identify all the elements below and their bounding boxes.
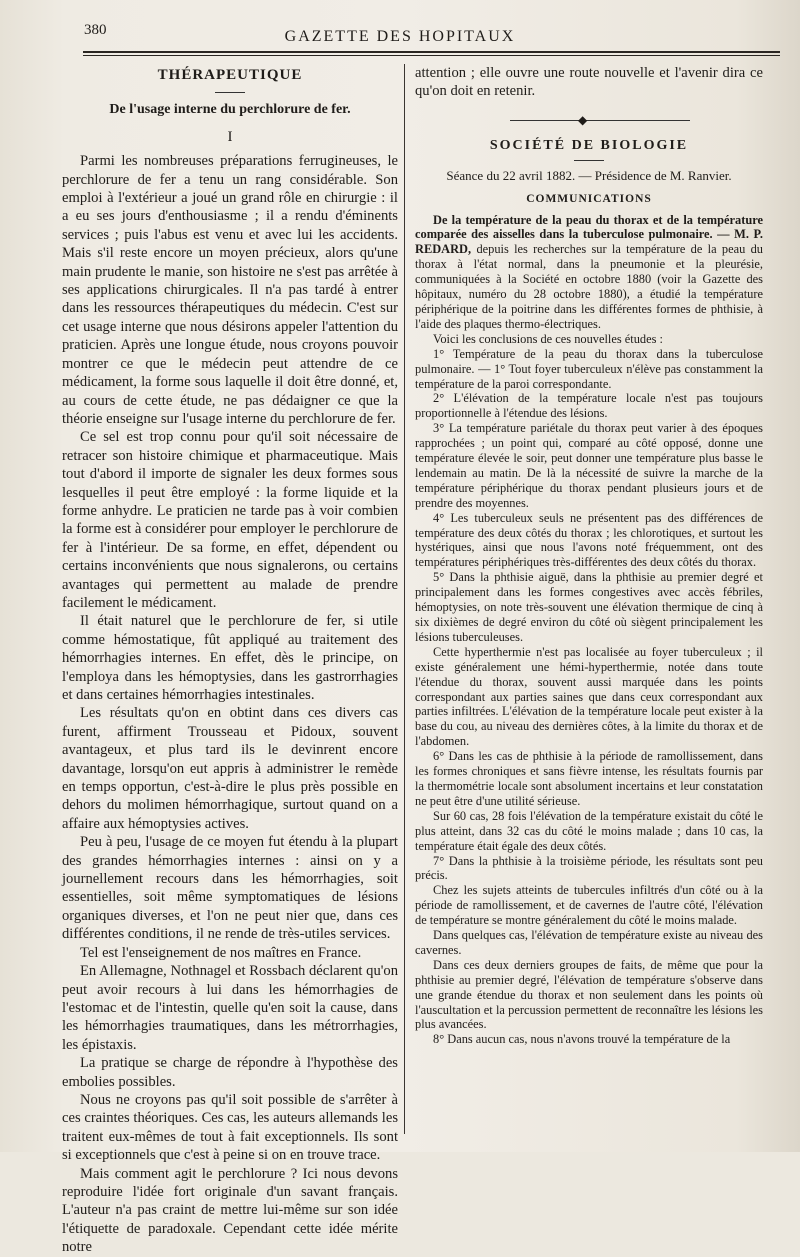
left-paragraph-2: Ce sel est trop connu pour qu'il soit nécessaire de retracer son histoire chimique et pharmaceutique. Mais tout d'abord il importe de signaler les deux formes sous lesquelles il peut être employé : la forme liquide et la forme anhydre. Le praticien ne tarde pas à voir combien la forme est à considérer pour employer le perchlorure de fer à l'intérieur. De sa forme, en effet, dépendent ou certains inconvénients que nous signalerons, ou certains avantages qui permettent au malade de prendre facilement le médicament. <box>62 429 398 611</box>
communication-author: M. P. REDARD, <box>415 227 763 257</box>
right-paragraph-10: 7° Dans la phthisie à la troisième période, les résultats sont peu précis. <box>415 853 763 883</box>
left-paragraph-8: La pratique se charge de répondre à l'hypothèse des embolies possibles. <box>62 1055 398 1090</box>
left-paragraph-4: Les résultats qu'on en obtint dans ces divers cas furent, affirment Trousseau et Pidoux, souvent avantageux, et plus tard ils le devinrent encore davantage, lorsqu'on eut appris à administrer le remède en temps opportun, c'est-à-dire le plus près possible en dehors du molimen hémorrhagique, surtout quand on a affaire aux hémoptysies actives. <box>62 705 398 832</box>
right-paragraph-6: 5° Dans la phthisie aiguë, dans la phthisie au premier degré et principalement dans les formes congestives avec accès fébriles, hémoptysies, on note très-souvent une élévation thermique de cinq à six dixièmes de degré environ du côté où siègent principalement les lésions tuberculeuses. <box>415 570 763 644</box>
ornament-line <box>510 120 690 121</box>
right-paragraph-13: Dans ces deux derniers groupes de faits, de même que pour la phthisie au premier degré, l'élévation de température s'observe dans une grande étendue du thorax et non seulement dans les points où l'auscultation et la percussion permettent de reconnaître les lésions les plus avancées. <box>415 957 763 1032</box>
right-paragraph-11: Chez les sujets atteints de tubercules infiltrés d'un côté ou à la période de ramollissement, et de cavernes de l'autre côté, l'élévation de température se montre généralement du côté le moins malade. <box>415 883 763 928</box>
left-paragraph-6: Tel est l'enseignement de nos maîtres en France. <box>80 944 362 961</box>
communications-heading: COMMUNICATIONS <box>526 192 652 205</box>
section-title-societe: SOCIÉTÉ DE BIOLOGIE <box>489 137 689 153</box>
right-paragraph-14: 8° Dans aucun cas, nous n'avons trouvé la température de la <box>433 1032 731 1047</box>
communication-lead <box>415 213 763 332</box>
section-divider <box>215 92 245 93</box>
seance-line: Séance du 22 avril 1882. — Présidence de M. Ranvier. <box>446 167 732 183</box>
journal-title: GAZETTE DES HOPITAUX <box>284 28 516 45</box>
right-paragraph-7: Cette hyperthermie n'est pas localisée au foyer tuberculeux ; il existe généralement une hémi-hyperthermie, notée dans toute l'étendue du thorax, souvent aussi marquée dans les points correspondant aux parties saines que dans ceux correspondant aux parties infiltrées. L'élévation de la température locale peut exister à la base du cou, au niveau des dernières côtes, à la limite du thorax et de l'abdomen. <box>415 644 763 749</box>
left-paragraph-7: En Allemagne, Nothnagel et Rossbach déclarent qu'on peut avoir recours à lui dans les hémorrhagies de l'estomac et de l'intestin, quelle qu'en soit la cause, dans les hémorrhagies traumatiques, dans les métrorrhagies, les épistaxis. <box>62 963 398 1053</box>
right-column <box>415 64 763 1047</box>
right-paragraph-5: 4° Les tuberculeux seuls ne présentent pas des différences de température des deux côtés du thorax ; les chlorotiques, et surtout les hystériques, ainsi que nous l'avons noté fréquemment, ont des températures périphériques très-différentes des deux côtés du thorax. <box>415 510 763 570</box>
article-title: De l'usage interne du perchlorure de fer. <box>109 102 351 118</box>
left-paragraph-5: Peu à peu, l'usage de ce moyen fut étendu à la plupart des grandes hémorrhagies internes : ainsi on y a journellement recours dans les hémorrhagies, soit essentielles, soit même symptomatiques de lésions organiques diverses, et l'on ne peut nier que, dans ces différentes conditions, il ne rende de très-utiles services. <box>62 834 398 943</box>
column-separator <box>404 64 405 1134</box>
right-paragraph-4: 3° La température pariétale du thorax peut varier à des époques rapprochées ; un point qui, comparé au côté opposé, donne une température élevée le soir, peut donner une température plus basse le lendemain au matin. De là la nécessité de suivre la marche de la température périphérique du thorax pendant plusieurs jours et de prendre des moyennes. <box>415 421 763 510</box>
header-rule-thin <box>83 55 780 56</box>
ornamental-divider <box>415 113 763 129</box>
left-paragraph-10: Mais comment agit le perchlorure ? Ici nous devons reproduire l'idée fort originale d'un savant français. L'auteur n'a pas craint de mettre lui-même sur son idée l'étiquette de paradoxale. Cependant cette idée mérite notre <box>62 1165 398 1256</box>
right-paragraph-9: Sur 60 cas, 28 fois l'élévation de la température existait du côté le plus atteint, dans 32 cas du côté le moins malade ; dans 10 cas, la température était égale des deux côtés. <box>415 808 763 853</box>
right-paragraph-1: Voici les conclusions de ces nouvelles études : <box>433 331 663 346</box>
right-paragraph-8: 6° Dans les cas de phthisie à la période de ramollissement, dans les formes chroniques et sans fièvre intense, les résultats fournis par la thermométrie locale sont absolument incertains et leur constatation ne peut être d'une utilité sérieuse. <box>415 749 763 808</box>
header-rule-thick <box>83 51 780 53</box>
right-paragraph-2: 1° Température de la peau du thorax dans la tuberculose pulmonaire. — 1° Tout foyer tuberculeux n'élève pas constamment la température de la paroi correspondante. <box>415 346 763 391</box>
communication-body: depuis les recherches sur la température de la peau du thorax à l'état normal, dans la pneumonie et la pleurésie, communiquées à la Société en octobre 1880 (voir la Gazette des hôpitaux, numéro du 28 octobre 1880), a étudié la température périphérique de la poitrine dans les différentes formes de phthisie, à l'aide des plaques thermo-électriques. <box>415 242 764 331</box>
left-column <box>62 64 398 1257</box>
right-paragraph-3: 2° L'élévation de la température locale n'est pas toujours proportionnelle à l'étendue des lésions. <box>415 391 763 421</box>
continuation-text: attention ; elle ouvre une route nouvelle et l'avenir dira ce qu'on doit en retenir. <box>415 65 763 100</box>
page-number: 380 <box>84 22 107 38</box>
left-paragraph-3: Il était naturel que le perchlorure de fer, si utile comme hémostatique, fût appliqué au traitement des hémorrhagies internes. En effet, dès le principe, on l'employa dans les hémoptysies, dans les gastrorrhagies et dans certaines hémorrhagies intestinales. <box>62 613 398 703</box>
right-paragraph-12: Dans quelques cas, l'élévation de température existe au niveau des cavernes. <box>415 928 763 957</box>
left-paragraph-1: Parmi les nombreuses préparations ferrugineuses, le perchlorure de fer a tenu un rang considérable. Son emploi à l'extérieur a joué un grand rôle en chirurgie : il a eu ses jours d'enthousiasme ; il a rendu d'éminents services ; puis l'abus est venu et avec lui les accidents. Mais s'il reste encore un moyen précieux, alors qu'une main prudente le manie, son histoire ne s'est pas arrêtée à ses applications chirurgicales. Il n'a pas tardé à entrer dans les ressources thérapeutiques du médecin. C'est sur cet usage interne que nous désirons appeler l'attention du praticien. Après une longue étude, nous croyons pouvoir montrer ce que le médecin peut attendre de ce médicament, la forme sous laquelle il doit être donné, et, au cours de cette étude, ne pas dédaigner ce que la théorie enseigne sur l'usage interne du perchlorure de fer. <box>62 153 398 427</box>
left-paragraph-9: Nous ne croyons pas qu'il soit possible de s'arrêter à ces craintes théoriques. Ces cas, les auteurs allemands les traitent eux-mêmes de tout à fait exceptionnels. Ils sont si exceptionnels que c'est à peine si on en trouve trace. <box>62 1091 398 1164</box>
communication-title: De la température de la peau du thorax et de la température comparée des aisselles dans la tuberculose pulmonaire. — <box>415 212 763 242</box>
section-divider-right <box>574 160 604 161</box>
ornament-diamond-icon: ◆ <box>578 112 588 127</box>
part-number: I <box>227 128 233 145</box>
section-title-therapeutique: THÉRAPEUTIQUE <box>157 67 303 83</box>
